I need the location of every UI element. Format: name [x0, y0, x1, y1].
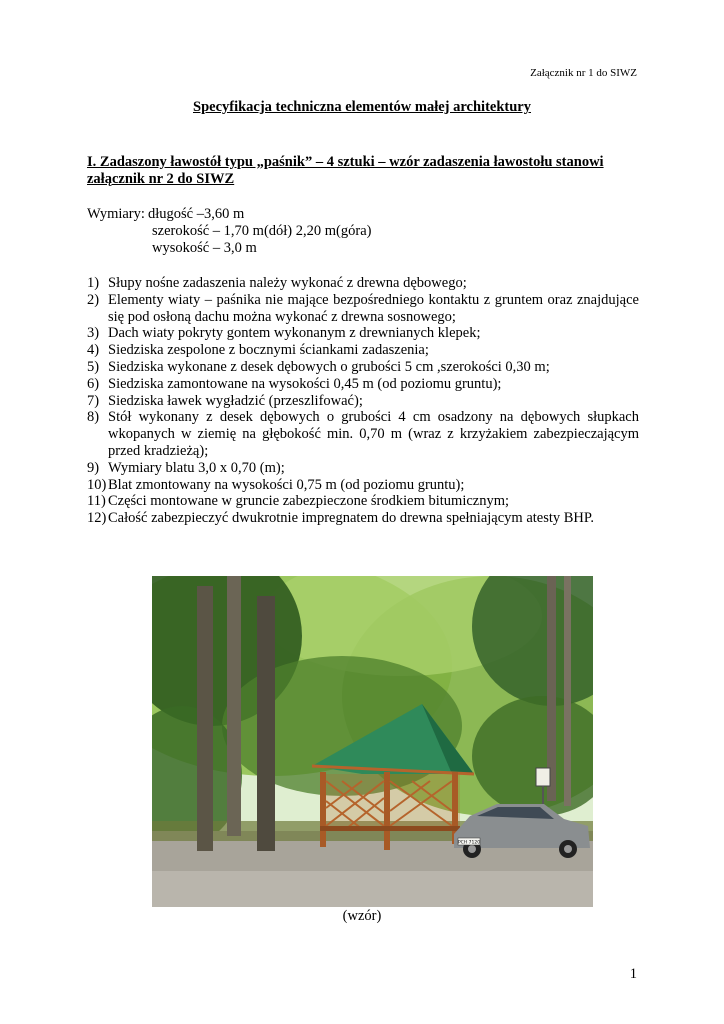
list-item — [87, 510, 639, 527]
section-heading: I. Zadaszony ławostół typu „paśnik” – 4 sztuki – wzór zadaszenia ławostołu stanowi załącznik nr 2 do SIWZ — [87, 154, 604, 187]
list-item-text: Elementy wiaty – paśnika nie mające bezpośredniego kontaktu z gruntem oraz znajdujące się pod osłoną dachu można wykonać z drewna sosnowego; — [108, 291, 639, 325]
list-item-text: Wymiary blatu 3,0 x 0,70 (m); — [108, 459, 285, 476]
list-item-text: Dach wiaty pokryty gontem wykonanym z drewnianych klepek; — [108, 325, 481, 342]
list-item-number: 4) — [87, 342, 100, 359]
list-item — [87, 342, 639, 359]
list-item-number: 2) — [87, 291, 100, 308]
list-item-text: Siedziska wykonane z desek dębowych o grubości 5 cm ,szerokości 0,30 m; — [108, 358, 550, 375]
figure-caption: (wzór) — [342, 908, 382, 924]
list-item-number: 11) — [87, 493, 106, 510]
list-item-number: 8) — [87, 409, 100, 426]
dimension-height: wysokość – 3,0 m — [152, 240, 257, 256]
list-item-text: Siedziska zespolone z bocznymi ściankami zadaszenia; — [108, 342, 429, 359]
list-item-number: 6) — [87, 375, 100, 392]
list-item-text: Blat zmontowany na wysokości 0,75 m (od poziomu gruntu); — [108, 476, 465, 493]
list-item-text: Części montowane w gruncie zabezpieczone środkiem bitumicznym; — [108, 493, 510, 510]
list-item — [87, 460, 639, 477]
list-item — [87, 292, 639, 326]
attachment-note: Załącznik nr 1 do SIWZ — [530, 67, 637, 79]
list-item — [87, 275, 639, 292]
specification-list — [87, 275, 639, 527]
list-item — [87, 376, 639, 393]
list-item-number: 10) — [87, 476, 107, 493]
list-item — [87, 409, 639, 459]
dimension-length: długość –3,60 m — [148, 206, 245, 222]
dimensions-label: Wymiary: — [87, 206, 145, 222]
list-item — [87, 325, 639, 342]
license-plate: PCH 7120 — [457, 840, 481, 846]
document-title: Specyfikacja techniczna elementów małej architektury — [193, 99, 531, 115]
page-number: 1 — [629, 966, 637, 982]
list-item-text: Słupy nośne zadaszenia należy wykonać z drewna dębowego; — [108, 275, 467, 291]
list-item-text: Siedziska ławek wygładzić (przeszlifować); — [108, 392, 363, 409]
dimension-width: szerokość – 1,70 m(dół) 2,20 m(góra) — [152, 223, 372, 239]
list-item-number: 7) — [87, 392, 100, 409]
list-item-number: 9) — [87, 459, 100, 476]
list-item-text: Całość zabezpieczyć dwukrotnie impregnatem do drewna spełniającym atesty BHP. — [108, 510, 594, 527]
list-item — [87, 359, 639, 376]
list-item-text: Stół wykonany z desek dębowych o grubości 4 cm osadzony na dębowych słupkach wkopanych w ziemię na głębokość min. 0,70 m (wraz z krzyżakiem zabezpieczającym przed kradzieżą); — [108, 409, 639, 459]
list-item-number: 5) — [87, 358, 100, 375]
list-item-number: 12) — [87, 510, 107, 527]
list-item-text: Siedziska zamontowane na wysokości 0,45 m (od poziomu gruntu); — [108, 375, 502, 392]
list-item-number: 3) — [87, 325, 100, 342]
list-item — [87, 493, 639, 510]
gazebo-photo — [152, 576, 593, 907]
list-item — [87, 477, 639, 494]
list-item-number: 1) — [87, 275, 100, 291]
list-item — [87, 393, 639, 410]
